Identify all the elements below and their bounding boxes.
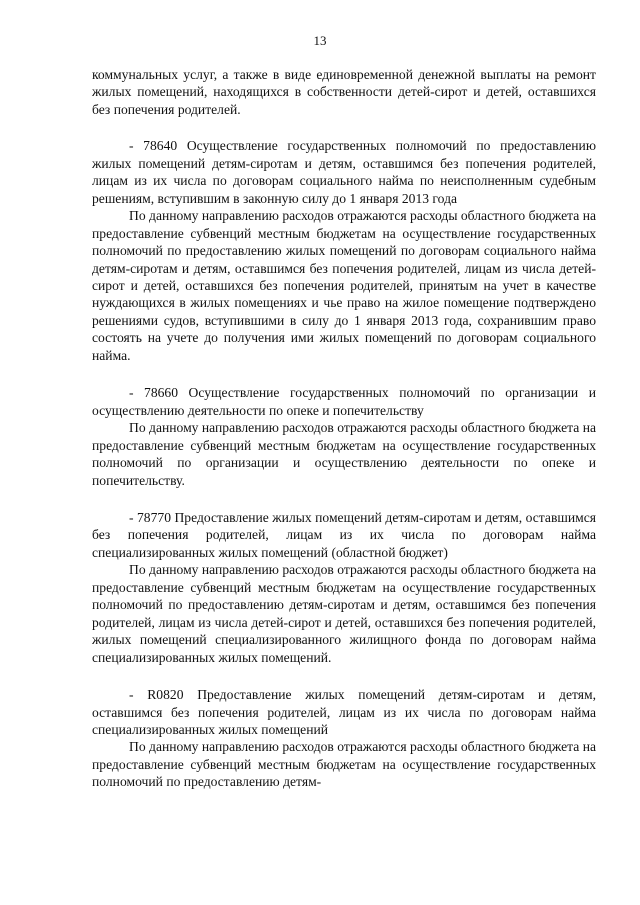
- item-description-78640: По данному направлению расходов отражаются расходы областного бюджета на предоставление субвенций местным бюджетам на осуществление государственных полномочий по предоставлению жилых помещений по договорам социального найма детям-сиротам и детям, оставшимся без попечения родителей, лицам из числа детей-сирот и детей, оставшихся без попечения родителей, принятым на учет в качестве нуждающихся в жилых помещениях и чье право на жилое помещение подтверждено решениями судов, вступившими в силу до 1 января 2013 года, сохранившим право состоять на учете до получения ими жилых помещений по договорам социального найма.: [92, 208, 596, 363]
- item-description-r0820: По данному направлению расходов отражаются расходы областного бюджета на предоставление субвенций местным бюджетам на осуществление государственных полномочий по предоставлению детям-: [92, 739, 596, 790]
- page-number: 13: [313, 33, 327, 48]
- document-body: [92, 66, 596, 791]
- item-heading-78660: - 78660 Осуществление государственных полномочий по организации и осуществлению деятельности по опеке и попечительству: [92, 385, 596, 418]
- item-heading-78770: - 78770 Предоставление жилых помещений детям-сиротам и детям, оставшимся без попечения родителей, лицам из их числа по договорам найма специализированных жилых помещений (областной бюджет): [92, 509, 596, 560]
- item-description-78660: По данному направлению расходов отражаются расходы областного бюджета на предоставление субвенций местным бюджетам на осуществление государственных полномочий по организации и осуществлению деятельности по опеке и попечительству.: [92, 420, 596, 488]
- item-heading-r0820: - R0820 Предоставление жилых помещений детям-сиротам и детям, оставшимся без попечения родителей, лицам из их числа по договорам найма специализированных жилых помещений: [92, 687, 596, 737]
- item-heading-78640: - 78640 Осуществление государственных полномочий по предоставлению жилых помещений детям-сиротам и детям, оставшимся без попечения родителей, лицам из их числа по договорам социального найма по неисполненным судебным решениям, вступившим в законную силу до 1 января 2013 года: [92, 138, 596, 206]
- item-description-78770: По данному направлению расходов отражаются расходы областного бюджета на предоставление субвенций местным бюджетам на осуществление государственных полномочий по предоставлению детям-сиротам и детям, оставшимся без попечения родителей, лицам из числа детей-сирот и детей, оставшихся без попечения родителей, жилых помещений специализированного жилищного фонда по договорам найма специализированных жилых помещений.: [92, 562, 596, 665]
- paragraph-continuation: коммунальных услуг, а также в виде единовременной денежной выплаты на ремонт жилых помещений, находящихся в собственности детей-сирот и детей, оставшихся без попечения родителей.: [92, 67, 596, 117]
